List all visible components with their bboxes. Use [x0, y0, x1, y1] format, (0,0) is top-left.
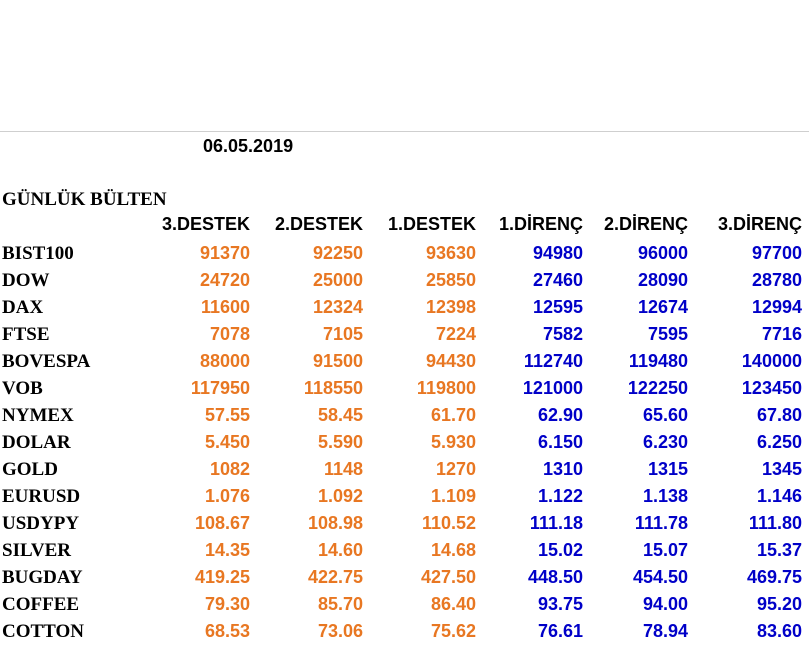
- resistance-3-value: 67.80: [756, 405, 802, 425]
- support-2-value: 108.98: [307, 513, 363, 533]
- resistance-1-value: 76.61: [537, 621, 583, 641]
- support-2-value: 25000: [312, 270, 363, 290]
- instrument-name: NYMEX: [2, 405, 74, 426]
- support-3-value: 5.450: [204, 432, 250, 452]
- support-2-value: 91500: [312, 351, 363, 371]
- instrument-name: COFFEE: [2, 594, 80, 615]
- resistance-3-value: 1345: [761, 459, 802, 479]
- support-3-value: 88000: [199, 351, 250, 371]
- support-1-value: 14.68: [430, 540, 476, 560]
- header-resistance-3: 3.DİRENÇ: [717, 214, 802, 234]
- bulletin-table: [0, 241, 809, 646]
- support-3-value: 7078: [209, 324, 250, 344]
- support-2-value: 58.45: [317, 405, 363, 425]
- resistance-1-value: 7582: [542, 324, 583, 344]
- resistance-1-value: 62.90: [537, 405, 583, 425]
- resistance-2-value: 78.94: [642, 621, 688, 641]
- support-2-value: 73.06: [317, 621, 363, 641]
- resistance-3-value: 12994: [751, 297, 802, 317]
- instrument-name: DOW: [2, 270, 50, 291]
- support-1-value: 110.52: [421, 513, 476, 533]
- instrument-name: COTTON: [2, 621, 85, 642]
- support-2-value: 1148: [323, 459, 363, 479]
- support-1-value: 93630: [425, 243, 476, 263]
- support-2-value: 14.60: [317, 540, 363, 560]
- support-1-value: 1270: [435, 459, 476, 479]
- instrument-name: VOB: [2, 378, 43, 399]
- instrument-name: BUGDAY: [2, 567, 83, 588]
- support-1-value: 75.62: [430, 621, 476, 641]
- resistance-2-value: 111.78: [634, 513, 688, 533]
- support-2-value: 92250: [312, 243, 363, 263]
- resistance-1-value: 1.122: [537, 486, 583, 506]
- resistance-1-value: 15.02: [537, 540, 583, 560]
- support-1-value: 7224: [435, 324, 476, 344]
- support-3-value: 1082: [209, 459, 250, 479]
- resistance-1-value: 448.50: [527, 567, 583, 587]
- resistance-2-value: 1.138: [642, 486, 688, 506]
- resistance-2-value: 15.07: [642, 540, 688, 560]
- support-3-value: 419.25: [194, 567, 250, 587]
- support-2-value: 1.092: [317, 486, 363, 506]
- support-2-value: 7105: [322, 324, 363, 344]
- table-row: [0, 457, 809, 484]
- instrument-name: USDYPY: [2, 513, 80, 534]
- resistance-1-value: 27460: [532, 270, 583, 290]
- instrument-name: DOLAR: [2, 432, 71, 453]
- support-3-value: 1.076: [204, 486, 250, 506]
- resistance-2-value: 12674: [637, 297, 688, 317]
- table-row: [0, 619, 809, 646]
- support-3-value: 117950: [190, 378, 250, 398]
- resistance-1-value: 111.18: [529, 513, 583, 533]
- resistance-2-value: 1315: [647, 459, 688, 479]
- instrument-name: SILVER: [2, 540, 72, 561]
- instrument-name: DAX: [2, 297, 44, 318]
- support-3-value: 68.53: [204, 621, 250, 641]
- table-row: [0, 511, 809, 538]
- table-row: [0, 349, 809, 376]
- resistance-1-value: 1310: [542, 459, 583, 479]
- resistance-2-value: 94.00: [642, 594, 688, 614]
- support-3-value: 24720: [199, 270, 250, 290]
- support-1-value: 1.109: [430, 486, 476, 506]
- instrument-name: BIST100: [2, 243, 74, 264]
- resistance-1-value: 94980: [532, 243, 583, 263]
- resistance-2-value: 7595: [647, 324, 688, 344]
- support-1-value: 12398: [425, 297, 476, 317]
- instrument-name: BOVESPA: [2, 351, 91, 372]
- resistance-1-value: 12595: [532, 297, 583, 317]
- header-support-1: 1.DESTEK: [387, 214, 476, 234]
- support-1-value: 5.930: [430, 432, 476, 452]
- resistance-2-value: 122250: [627, 378, 688, 398]
- column-headers: [0, 214, 809, 240]
- resistance-3-value: 111.80: [748, 513, 802, 533]
- resistance-2-value: 65.60: [642, 405, 688, 425]
- resistance-1-value: 112740: [523, 351, 583, 371]
- support-1-value: 94430: [425, 351, 476, 371]
- resistance-3-value: 95.20: [756, 594, 802, 614]
- header-support-3: 3.DESTEK: [161, 214, 250, 234]
- table-row: [0, 484, 809, 511]
- header-support-2: 2.DESTEK: [274, 214, 363, 234]
- support-2-value: 118550: [303, 378, 363, 398]
- resistance-1-value: 6.150: [537, 432, 583, 452]
- instrument-name: GOLD: [2, 459, 58, 480]
- resistance-3-value: 1.146: [756, 486, 802, 506]
- support-3-value: 57.55: [204, 405, 250, 425]
- support-3-value: 11600: [200, 297, 250, 317]
- resistance-3-value: 140000: [741, 351, 802, 371]
- support-1-value: 119800: [416, 378, 476, 398]
- table-row: [0, 565, 809, 592]
- table-row: [0, 268, 809, 295]
- instrument-name: EURUSD: [2, 486, 81, 507]
- resistance-2-value: 119480: [628, 351, 688, 371]
- support-1-value: 25850: [425, 270, 476, 290]
- resistance-2-value: 454.50: [632, 567, 688, 587]
- instrument-name: FTSE: [2, 324, 50, 345]
- resistance-1-value: 93.75: [537, 594, 583, 614]
- support-1-value: 86.40: [430, 594, 476, 614]
- resistance-3-value: 6.250: [756, 432, 802, 452]
- support-2-value: 422.75: [307, 567, 363, 587]
- support-1-value: 427.50: [420, 567, 476, 587]
- table-row: [0, 403, 809, 430]
- bulletin-title: GÜNLÜK BÜLTEN: [2, 189, 167, 210]
- table-row: [0, 376, 809, 403]
- resistance-2-value: 96000: [637, 243, 688, 263]
- resistance-3-value: 123450: [741, 378, 802, 398]
- resistance-3-value: 15.37: [756, 540, 802, 560]
- table-row: [0, 295, 809, 322]
- top-divider: [0, 131, 809, 132]
- support-2-value: 12324: [312, 297, 363, 317]
- resistance-3-value: 97700: [751, 243, 802, 263]
- table-row: [0, 538, 809, 565]
- header-resistance-1: 1.DİRENÇ: [498, 214, 583, 234]
- header-resistance-2: 2.DİRENÇ: [603, 214, 688, 234]
- table-row: [0, 322, 809, 349]
- support-3-value: 79.30: [204, 594, 250, 614]
- support-3-value: 91370: [199, 243, 250, 263]
- resistance-3-value: 469.75: [746, 567, 802, 587]
- support-2-value: 85.70: [317, 594, 363, 614]
- resistance-3-value: 7716: [761, 324, 802, 344]
- table-row: [0, 592, 809, 619]
- table-row: [0, 430, 809, 457]
- resistance-2-value: 6.230: [642, 432, 688, 452]
- support-2-value: 5.590: [317, 432, 363, 452]
- resistance-2-value: 28090: [637, 270, 688, 290]
- resistance-3-value: 28780: [751, 270, 802, 290]
- support-3-value: 14.35: [204, 540, 250, 560]
- bulletin-date: 06.05.2019: [203, 136, 294, 156]
- resistance-3-value: 83.60: [756, 621, 802, 641]
- support-3-value: 108.67: [194, 513, 250, 533]
- support-1-value: 61.70: [430, 405, 476, 425]
- resistance-1-value: 121000: [522, 378, 583, 398]
- table-row: [0, 241, 809, 268]
